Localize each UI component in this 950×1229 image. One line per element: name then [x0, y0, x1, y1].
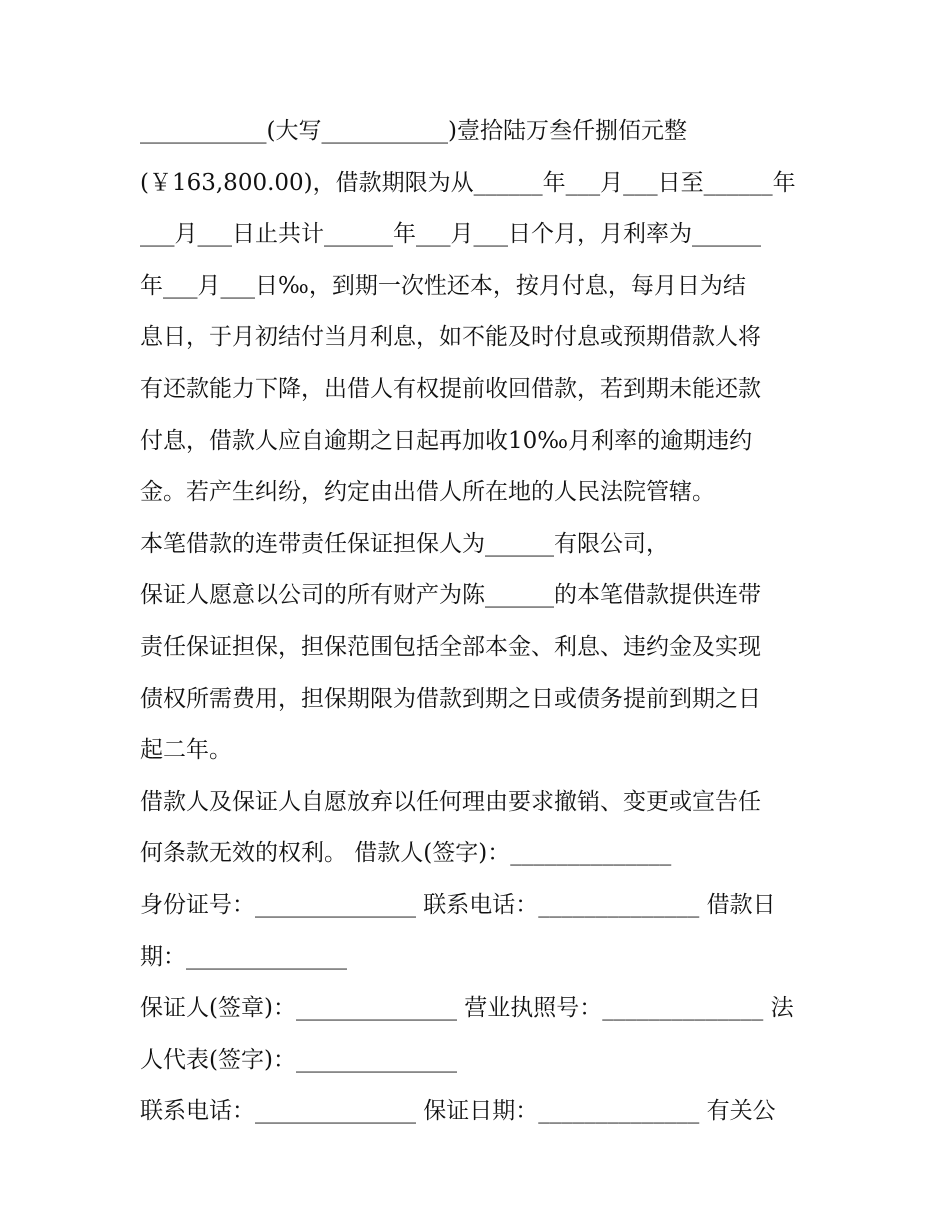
text-line-16: 身份证号：______________ 联系电话：______________ 借款日 — [140, 891, 776, 918]
text-line-8: 金。若产生纠纷，约定由出借人所在地的人民法院管辖。 — [140, 479, 715, 506]
text-line-13: 起二年。 — [140, 737, 232, 764]
text-line-11: 责任保证担保，担保范围包括全部本金、利息、违约金及实现 — [140, 633, 761, 660]
text-line-5: 息日，于月初结付当月利息，如不能及时付息或预期借款人将 — [140, 324, 761, 351]
text-line-18: 保证人(签章)：______________ 营业执照号：______________ 法 — [140, 995, 794, 1022]
text-line-9: 本笔借款的连带责任保证担保人为______有限公司， — [140, 530, 669, 557]
text-line-6: 有还款能力下降，出借人有权提前收回借款，若到期未能还款 — [140, 375, 761, 402]
text-line-17: 期：______________ — [140, 943, 347, 970]
text-line-7: 付息，借款人应自逾期之日起再加收10‰月利率的逾期违约 — [140, 427, 753, 454]
text-line-19: 人代表(签字)：______________ — [140, 1046, 457, 1073]
text-line-3: ___月___日止共计______年___月___日个月，月利率为______ — [140, 221, 761, 248]
text-line-12: 债权所需费用，担保期限为借款到期之日或债务提前到期之日 — [140, 685, 761, 712]
text-line-4: 年___月___日‰，到期一次性还本，按月付息，每月日为结 — [140, 272, 746, 299]
text-line-20: 联系电话：______________ 保证日期：______________ 有关公 — [140, 1098, 776, 1125]
contract-body — [140, 106, 820, 1138]
text-line-1: ___________(大写___________)壹拾陆万叁仟捌佰元整 — [140, 118, 687, 144]
text-line-2: (￥163,800.00)，借款期限为从______年___月___日至______年 — [140, 169, 796, 196]
text-line-15: 何条款无效的权利。 借款人(签字)：______________ — [140, 840, 672, 867]
text-line-10: 保证人愿意以公司的所有财产为陈______的本笔借款提供连带 — [140, 582, 761, 609]
text-line-14: 借款人及保证人自愿放弃以任何理由要求撤销、变更或宣告任 — [140, 788, 761, 815]
